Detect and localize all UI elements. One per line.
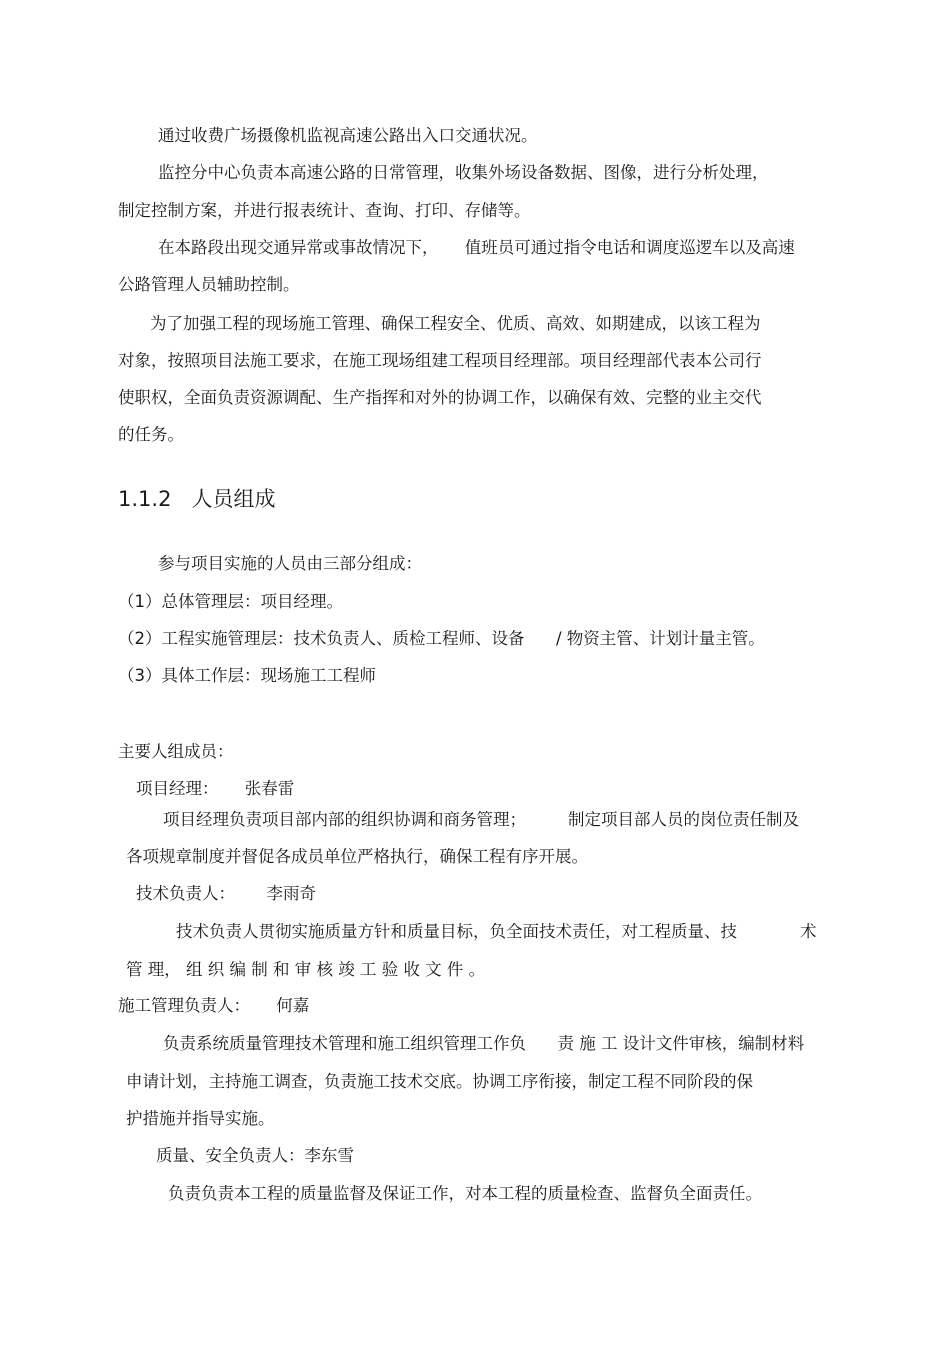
list-item: （1）总体管理层：项目经理。 — [118, 592, 343, 611]
list-item: （2）工程实施管理层：技术负责人、质检工程师、设备 / 物资主管、计划计量主管。 — [118, 629, 765, 648]
section-intro: 参与项目实施的人员由三部分组成： — [158, 554, 422, 573]
member-description: 管 理， 组 织 编 制 和 审 核 竣 工 验 收 文 件 。 — [126, 960, 486, 979]
paragraph-line: 为了加强工程的现场施工管理、确保工程安全、优质、高效、如期建成，以该工程为 — [150, 314, 761, 333]
member-description: 项目经理负责项目部内部的组织协调和商务管理； 制定项目部人员的岗位责任制及 — [163, 810, 799, 829]
paragraph-line: 使职权，全面负责资源调配、生产指挥和对外的协调工作，以确保有效、完整的业主交代 — [118, 388, 762, 407]
member-description: 申请计划，主持施工调查，负责施工技术交底。协调工序衔接，制定工程不同阶段的保 — [126, 1072, 753, 1091]
member-description: 负责系统质量管理技术管理和施工组织管理工作负 责 施 工 设计文件审核，编制材料 — [163, 1034, 805, 1053]
list-item: （3）具体工作层：现场施工工程师 — [118, 666, 376, 685]
members-title: 主要人组成员： — [118, 742, 234, 761]
paragraph-line: 对象，按照项目法施工要求，在施工现场组建工程项目经理部。项目经理部代表本公司行 — [118, 351, 762, 370]
member-description: 各项规章制度并督促各成员单位严格执行，确保工程有序开展。 — [126, 847, 588, 866]
paragraph-line: 通过收费广场摄像机监视高速公路出入口交通状况。 — [158, 126, 538, 145]
section-heading: 1.1.2 人员组成 — [118, 487, 276, 511]
member-description: 负责负责本工程的质量监督及保证工作，对本工程的质量检查、监督负全面责任。 — [168, 1184, 762, 1203]
paragraph-line: 监控分中心负责本高速公路的日常管理，收集外场设备数据、图像，进行分析处理， — [158, 163, 769, 182]
paragraph-line: 在本路段出现交通异常或事故情况下， 值班员可通过指令电话和调度巡逻车以及高速 — [158, 238, 795, 257]
paragraph-line: 制定控制方案，并进行报表统计、查询、打印、存储等。 — [118, 201, 531, 220]
member-label: 质量、安全负责人：李东雪 — [156, 1146, 354, 1165]
paragraph-line: 的任务。 — [118, 425, 184, 444]
member-description: 技术负责人贯彻实施质量方针和质量目标，负全面技术责任，对工程质量、技 术 — [176, 922, 817, 941]
member-label: 项目经理： 张春雷 — [136, 779, 295, 798]
member-label: 技术负责人： 李雨奇 — [136, 884, 316, 903]
member-label: 施工管理负责人： 何嘉 — [118, 996, 310, 1015]
paragraph-line: 公路管理人员辅助控制。 — [118, 275, 300, 294]
member-description: 护措施并指导实施。 — [126, 1109, 275, 1128]
